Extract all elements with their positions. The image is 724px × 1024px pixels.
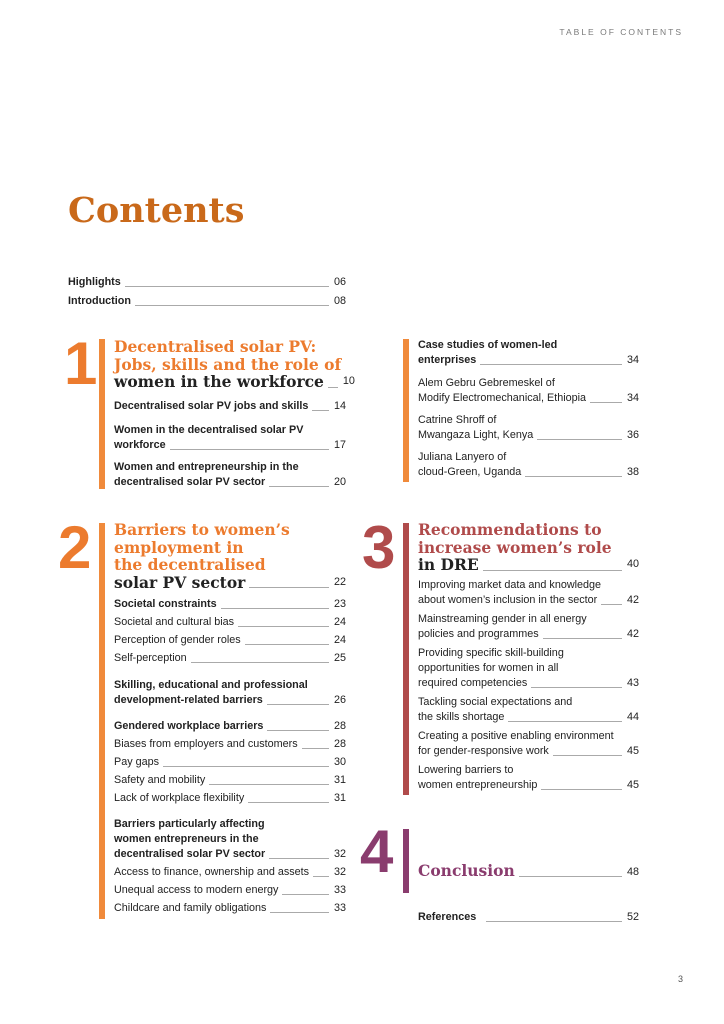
leader-line bbox=[269, 486, 329, 487]
entry-page: 33 bbox=[333, 884, 346, 896]
section-3-number: 3 bbox=[362, 514, 396, 581]
entry-label: policies and programmes bbox=[418, 627, 539, 640]
toc-entry[interactable] bbox=[114, 678, 346, 708]
entry-page: 45 bbox=[626, 744, 639, 757]
section-4-block[interactable] bbox=[418, 862, 639, 880]
title-line: the decentralised bbox=[114, 555, 266, 574]
toc-entry[interactable] bbox=[114, 615, 346, 630]
entry-label: Catrine Shroff of bbox=[418, 414, 497, 426]
entry-label: Case studies of women-led bbox=[418, 339, 558, 351]
section-4-bar bbox=[403, 829, 409, 893]
toc-entry[interactable] bbox=[114, 737, 346, 752]
leader-line bbox=[249, 587, 329, 588]
title-line: solar PV sector bbox=[114, 572, 246, 592]
section-2-bar bbox=[99, 523, 105, 919]
section-4-number: 4 bbox=[360, 818, 394, 885]
toc-entry[interactable] bbox=[114, 865, 346, 880]
entry-page: 30 bbox=[333, 756, 346, 768]
toc-entry[interactable] bbox=[114, 597, 346, 612]
entry-label: about women’s inclusion in the sector bbox=[418, 593, 598, 606]
leader-line bbox=[302, 748, 329, 749]
entry-page: 45 bbox=[626, 778, 639, 791]
entry-label: Skilling, educational and professional bbox=[114, 679, 308, 691]
leader-line bbox=[541, 789, 622, 790]
leader-line bbox=[590, 402, 622, 403]
title-line: women in the workforce bbox=[114, 372, 324, 391]
entry-page: 43 bbox=[626, 676, 639, 689]
entry-label: Providing specific skill-building bbox=[418, 646, 564, 659]
entry-label: Self-perception bbox=[114, 652, 187, 664]
references-entry[interactable] bbox=[418, 910, 639, 925]
entry-page: 52 bbox=[626, 911, 639, 923]
entry-label: Women in the decentralised solar PV bbox=[114, 423, 304, 436]
leader-line bbox=[543, 638, 622, 639]
entry-label: Societal and cultural bias bbox=[114, 616, 235, 628]
entry-label: women entrepreneurs in the bbox=[114, 833, 259, 845]
entry-label: Highlights bbox=[68, 276, 121, 288]
toc-entry[interactable] bbox=[418, 646, 639, 691]
toc-entry[interactable] bbox=[418, 578, 639, 608]
entry-label: the skills shortage bbox=[418, 710, 505, 723]
leader-line bbox=[267, 730, 329, 731]
entry-page: 31 bbox=[333, 792, 346, 804]
toc-entry[interactable] bbox=[114, 901, 346, 916]
entry-page: 48 bbox=[626, 865, 639, 878]
section-4-title: Conclusion bbox=[418, 861, 515, 880]
entry-page: 34 bbox=[626, 354, 639, 366]
leader-line bbox=[483, 570, 622, 571]
entry-page: 34 bbox=[626, 392, 639, 404]
toc-entry[interactable] bbox=[418, 612, 639, 642]
title-line: employment in bbox=[114, 537, 244, 557]
leader-line bbox=[163, 766, 329, 767]
entry-page: 32 bbox=[333, 848, 346, 860]
leader-line bbox=[238, 626, 329, 627]
toc-entry[interactable] bbox=[418, 413, 639, 443]
entry-page: 20 bbox=[333, 475, 346, 488]
toc-entry[interactable] bbox=[114, 651, 346, 666]
toc-entry[interactable] bbox=[114, 791, 346, 806]
entry-label: Juliana Lanyero of bbox=[418, 451, 507, 463]
entry-label: Barriers particularly affecting bbox=[114, 818, 265, 830]
toc-entry[interactable] bbox=[114, 883, 346, 898]
toc-entry[interactable] bbox=[114, 773, 346, 788]
entry-label: decentralised solar PV sector bbox=[114, 848, 266, 860]
leader-line bbox=[313, 876, 329, 877]
entry-page: 44 bbox=[626, 710, 639, 723]
section-3-title[interactable] bbox=[418, 521, 639, 574]
toc-entry[interactable] bbox=[418, 376, 639, 406]
leader-line bbox=[480, 364, 622, 365]
section-3-block bbox=[418, 521, 639, 793]
title-line: in DRE bbox=[418, 555, 479, 574]
leader-line bbox=[553, 755, 622, 756]
entry-label: Safety and mobility bbox=[114, 774, 206, 786]
entry-page: 28 bbox=[333, 738, 346, 750]
entry-page: 23 bbox=[333, 598, 346, 610]
entry-page: 33 bbox=[333, 902, 346, 914]
case-studies-title[interactable] bbox=[418, 338, 639, 368]
entry-page: 26 bbox=[333, 694, 346, 706]
entry-page: 08 bbox=[333, 295, 346, 307]
leader-line bbox=[537, 439, 622, 440]
toc-entry[interactable] bbox=[114, 423, 346, 453]
leader-line bbox=[245, 644, 329, 645]
leader-line bbox=[486, 921, 622, 922]
leader-line bbox=[282, 894, 329, 895]
entry-label: Introduction bbox=[68, 295, 131, 307]
entry-page: 40 bbox=[626, 558, 639, 570]
entry-label: cloud-Green, Uganda bbox=[418, 466, 522, 478]
title-line: Barriers to women’s bbox=[114, 520, 290, 539]
entry-label: decentralised solar PV sector bbox=[114, 475, 266, 488]
toc-entry[interactable] bbox=[114, 633, 346, 648]
leader-line bbox=[270, 912, 329, 913]
entry-page: 42 bbox=[626, 627, 639, 640]
toc-entry[interactable] bbox=[114, 399, 346, 414]
title-line: increase women’s role bbox=[418, 537, 612, 557]
entry-label: Unequal access to modern energy bbox=[114, 884, 279, 896]
entry-label: Gendered workplace barriers bbox=[114, 720, 264, 732]
entry-page: 28 bbox=[333, 720, 346, 732]
running-header: TABLE OF CONTENTS bbox=[559, 27, 683, 37]
entry-label: enterprises bbox=[418, 354, 477, 366]
toc-entry[interactable] bbox=[114, 755, 346, 770]
page-number: 3 bbox=[677, 974, 683, 984]
leader-line bbox=[519, 876, 622, 877]
section-1-block bbox=[114, 337, 355, 490]
entry-page: 24 bbox=[333, 634, 346, 646]
entry-label: Modify Electromechanical, Ethiopia bbox=[418, 392, 587, 404]
entry-page: 24 bbox=[333, 616, 346, 628]
leader-line bbox=[601, 604, 622, 605]
entry-label: Perception of gender roles bbox=[114, 634, 241, 646]
entry-page: 06 bbox=[333, 276, 346, 288]
entry-label: Societal constraints bbox=[114, 598, 217, 610]
toc-entry[interactable] bbox=[418, 450, 639, 480]
entry-label: women entrepreneurship bbox=[418, 778, 538, 791]
entry-label: opportunities for women in all bbox=[418, 661, 559, 674]
entry-label: Mwangaza Light, Kenya bbox=[418, 429, 534, 441]
entry-label: Improving market data and knowledge bbox=[418, 578, 602, 591]
entry-label: Tackling social expectations and bbox=[418, 695, 573, 708]
leader-line bbox=[209, 784, 329, 785]
leader-line bbox=[191, 662, 329, 663]
section-2-number: 2 bbox=[58, 514, 92, 581]
leader-line bbox=[135, 305, 329, 306]
entry-label: Women and entrepreneurship in the bbox=[114, 460, 299, 473]
leader-line bbox=[269, 858, 329, 859]
leader-line bbox=[525, 476, 622, 477]
entry-label: Childcare and family obligations bbox=[114, 902, 267, 914]
toc-entry[interactable] bbox=[418, 763, 639, 793]
leader-line bbox=[170, 449, 329, 450]
entry-label: Mainstreaming gender in all energy bbox=[418, 612, 587, 625]
entry-label: Decentralised solar PV jobs and skills bbox=[114, 399, 309, 412]
toc-entry-highlights[interactable] bbox=[68, 275, 346, 290]
entry-page: 31 bbox=[333, 774, 346, 786]
entry-label: required competencies bbox=[418, 676, 528, 689]
entry-label: Lack of workplace flexibility bbox=[114, 792, 245, 804]
entry-page: 42 bbox=[626, 593, 639, 606]
top-entries bbox=[68, 275, 346, 309]
section-2-block bbox=[114, 521, 346, 916]
entry-page: 22 bbox=[333, 575, 346, 588]
page-title: Contents bbox=[68, 190, 245, 231]
section-1-number: 1 bbox=[64, 330, 98, 397]
entry-label: Creating a positive enabling environment bbox=[418, 729, 614, 742]
leader-line bbox=[508, 721, 622, 722]
title-line: Jobs, skills and the role of bbox=[114, 354, 342, 374]
leader-line bbox=[531, 687, 622, 688]
title-line: Recommendations to bbox=[418, 520, 602, 539]
entry-page: 14 bbox=[333, 399, 346, 412]
entry-page: 17 bbox=[333, 438, 346, 451]
leader-line bbox=[328, 387, 338, 388]
entry-label: Lowering barriers to bbox=[418, 763, 514, 776]
entry-label: Biases from employers and customers bbox=[114, 738, 298, 750]
entry-page: 10 bbox=[342, 375, 355, 387]
toc-entry[interactable] bbox=[418, 695, 639, 725]
entry-label: Pay gaps bbox=[114, 756, 160, 768]
entry-label: for gender-responsive work bbox=[418, 744, 549, 757]
case-studies-bar bbox=[403, 339, 409, 482]
entry-label: Alem Gebru Gebremeskel of bbox=[418, 377, 555, 389]
entry-page: 32 bbox=[333, 866, 346, 878]
leader-line bbox=[125, 286, 329, 287]
leader-line bbox=[221, 608, 329, 609]
title-line: Decentralised solar PV: bbox=[114, 337, 317, 356]
section-1-title[interactable] bbox=[114, 337, 355, 391]
section-3-bar bbox=[403, 523, 409, 795]
entry-page: 38 bbox=[626, 466, 639, 478]
leader-line bbox=[248, 802, 329, 803]
entry-page: 25 bbox=[333, 652, 346, 664]
leader-line bbox=[312, 410, 329, 411]
leader-line bbox=[267, 704, 329, 705]
toc-entry[interactable] bbox=[114, 460, 346, 490]
entry-label: development-related barriers bbox=[114, 694, 263, 706]
section-1-bar bbox=[99, 339, 105, 489]
section-2-title[interactable] bbox=[114, 521, 346, 591]
toc-entry[interactable] bbox=[114, 817, 346, 862]
entry-label: workforce bbox=[114, 438, 166, 451]
entry-label: Access to finance, ownership and assets bbox=[114, 866, 310, 878]
case-studies-block bbox=[418, 338, 639, 480]
entry-label: References bbox=[418, 911, 477, 923]
toc-entry[interactable] bbox=[114, 719, 346, 734]
entry-page: 36 bbox=[626, 429, 639, 441]
toc-entry[interactable] bbox=[418, 729, 639, 759]
toc-entry-introduction[interactable] bbox=[68, 294, 346, 309]
